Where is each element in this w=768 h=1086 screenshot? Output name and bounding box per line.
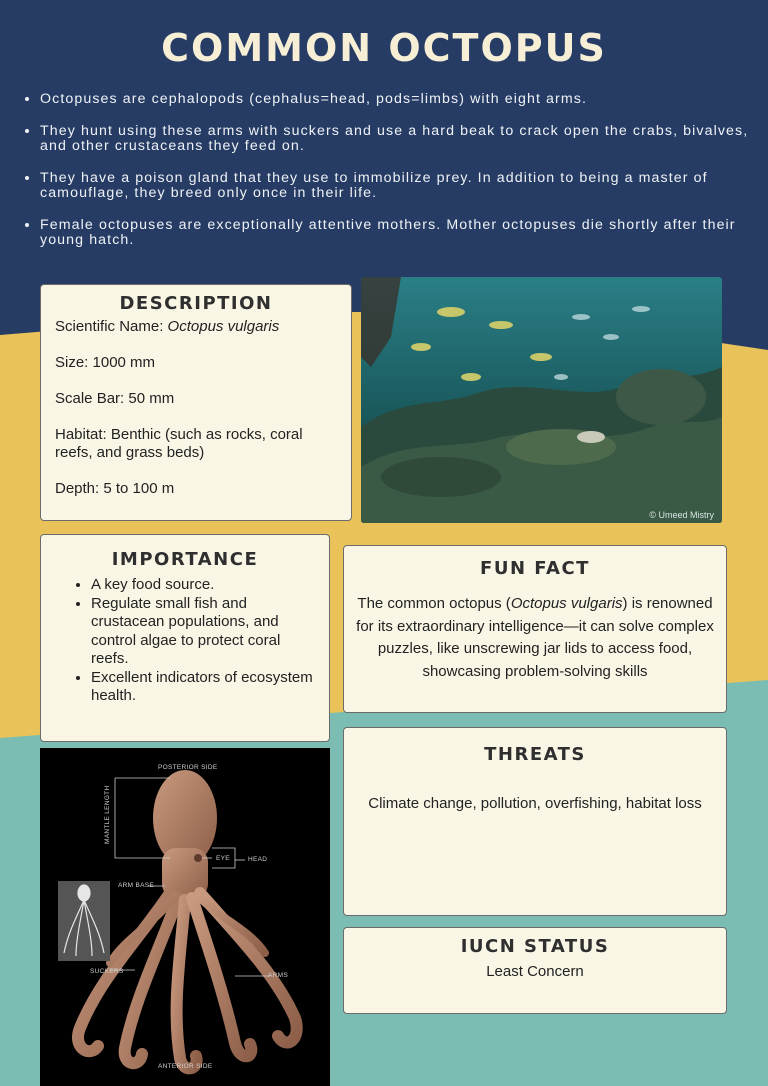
label-suckers: SUCKERS xyxy=(90,968,124,975)
scientific-name-label: Scientific Name: xyxy=(55,318,168,335)
importance-item: • Excellent indicators of ecosystem health. xyxy=(91,669,315,706)
threats-heading: THREATS xyxy=(484,744,586,765)
underwater-photo xyxy=(361,277,722,523)
intro-bullet: • Octopuses are cephalopods (cephalus=head, pods=limbs) with eight arms. xyxy=(40,92,768,107)
importance-item: • A key food source. xyxy=(91,576,315,595)
label-anterior-side: ANTERIOR SIDE xyxy=(158,1063,213,1070)
description-card xyxy=(40,284,352,521)
intro-bullet: • They hunt using these arms with suckers and use a hard beak to crack open the crabs, bivalves, and other crustaceans they feed on. xyxy=(40,124,768,154)
octopus-illustration xyxy=(40,748,330,1086)
label-mantle-length: MANTLE LENGTH xyxy=(104,785,111,844)
label-eye: EYE xyxy=(216,855,230,862)
intro-bullet: • Female octopuses are exceptionally attentive mothers. Mother octopuses die shortly after their young hatch. xyxy=(40,218,768,248)
threats-text: Climate change, pollution, overfishing, habitat loss xyxy=(368,795,702,812)
intro-bullet-list xyxy=(26,92,768,265)
fun-fact-text-start: The common octopus ( xyxy=(357,595,511,612)
importance-card xyxy=(40,534,330,742)
importance-heading: IMPORTANCE xyxy=(111,549,259,570)
reef-illustration xyxy=(361,277,722,523)
photo-credit-name: Umeed Mistry xyxy=(658,510,714,520)
depth-text: Depth: 5 to 100 m xyxy=(55,480,175,497)
label-arm-base: ARM BASE xyxy=(118,882,154,889)
label-arms: ARMS xyxy=(268,972,288,979)
scientific-name-value: Octopus vulgaris xyxy=(167,318,280,335)
fun-fact-text xyxy=(356,593,714,683)
importance-item: • Regulate small fish and crustacean populations, and control algae to protect coral reefs. xyxy=(91,595,315,669)
label-head: HEAD xyxy=(248,856,268,863)
iucn-heading: IUCN STATUS xyxy=(460,936,610,957)
scientific-name xyxy=(55,318,337,336)
page-title: COMMON OCTOPUS xyxy=(161,26,607,70)
fun-fact-species: Octopus vulgaris xyxy=(510,595,623,612)
fun-fact-text-end: ) is renowned for its extraordinary intelligence—it can solve complex puzzles, like unscrewing jar lids to access food, showcasing problem-solving skills xyxy=(356,595,714,680)
iucn-status: Least Concern xyxy=(486,963,584,980)
photo-credit: © Umeed Mistry xyxy=(649,510,714,520)
description-heading: DESCRIPTION xyxy=(119,293,273,314)
intro-bullet: • They have a poison gland that they use to immobilize prey. In addition to being a master of camouflage, they breed only once in their life. xyxy=(40,171,768,201)
fun-fact-heading: FUN FACT xyxy=(480,558,590,579)
scale-text: Scale Bar: 50 mm xyxy=(55,390,175,407)
fun-fact-card xyxy=(343,545,727,713)
importance-list xyxy=(55,576,315,706)
habitat-text: Habitat: Benthic (such as rocks, coral reefs, and grass beds) xyxy=(55,426,303,461)
label-posterior-side: POSTERIOR SIDE xyxy=(158,764,218,771)
size-text: Size: 1000 mm xyxy=(55,354,156,371)
threats-card xyxy=(343,727,727,916)
iucn-card xyxy=(343,927,727,1014)
octopus-anatomy-diagram xyxy=(40,748,330,1086)
